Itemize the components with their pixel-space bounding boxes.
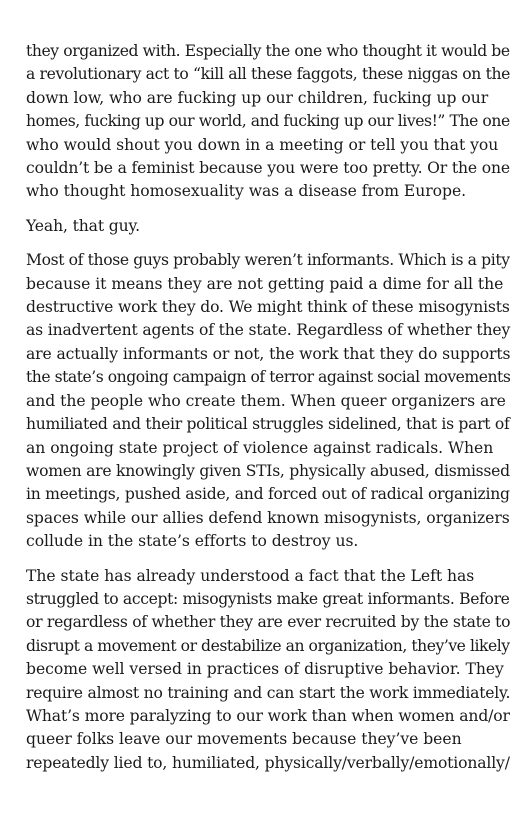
text-line: Yeah, that guy. bbox=[26, 216, 140, 235]
text-line: repeatedly lied to, humiliated, physically/verbally/emotionally/ bbox=[26, 753, 510, 772]
text-line: as inadvertent agents of the state. Regardless of whether they bbox=[26, 321, 511, 340]
text-line: women are knowingly given STIs, physically abused, dismissed bbox=[26, 461, 510, 480]
text-line: disrupt a movement or destabilize an organization, they’ve likely bbox=[26, 636, 510, 655]
paragraph-2 bbox=[26, 215, 512, 238]
text-line: collude in the state’s efforts to destroy us. bbox=[26, 532, 359, 551]
text-line: who would shout you down in a meeting or tell you that you bbox=[26, 135, 499, 154]
text-line: destructive work they do. We might think of these misogynists bbox=[26, 298, 510, 317]
text-line: who thought homosexuality was a disease from Europe. bbox=[26, 182, 467, 201]
text-line: couldn’t be a feminist because you were too pretty. Or the one bbox=[26, 159, 510, 178]
document-page bbox=[26, 40, 512, 786]
text-line: in meetings, pushed aside, and forced out of radical organizing bbox=[26, 485, 510, 504]
text-line: spaces while our allies defend known misogynists, organizers bbox=[26, 508, 510, 527]
paragraph-4 bbox=[26, 565, 512, 776]
text-line: The state has already understood a fact that the Left has bbox=[26, 566, 475, 585]
text-line: require almost no training and can start the work immediately. bbox=[26, 683, 511, 702]
text-line: or regardless of whether they are ever recruited by the state to bbox=[26, 613, 511, 632]
text-line: become well versed in practices of disruptive behavior. They bbox=[26, 660, 504, 679]
text-line: humiliated and their political struggles sidelined, that is part of bbox=[26, 415, 510, 434]
text-line: they organized with. Especially the one who thought it would be bbox=[26, 42, 510, 60]
text-line: queer folks leave our movements because they’ve been bbox=[26, 730, 462, 749]
text-line: a revolutionary act to “kill all these faggots, these niggas on the bbox=[26, 65, 511, 84]
text-line: the state’s ongoing campaign of terror against social movements bbox=[26, 368, 511, 387]
text-line: and the people who create them. When queer organizers are bbox=[26, 391, 506, 410]
paragraph-1 bbox=[26, 40, 512, 204]
text-line: because it means they are not getting paid a dime for all the bbox=[26, 274, 504, 293]
paragraph-3 bbox=[26, 249, 512, 553]
text-line: struggled to accept: misogynists make great informants. Before bbox=[26, 589, 510, 608]
text-line: down low, who are fucking up our children, fucking up our bbox=[26, 88, 489, 107]
text-line: an ongoing state project of violence against radicals. When bbox=[26, 438, 494, 457]
text-line: Most of those guys probably weren’t informants. Which is a pity bbox=[26, 251, 510, 270]
text-line: What’s more paralyzing to our work than when women and/or bbox=[26, 706, 510, 725]
text-line: homes, fucking up our world, and fucking up our lives!” The one bbox=[26, 112, 510, 131]
text-line: are actually informants or not, the work that they do supports bbox=[26, 344, 511, 363]
